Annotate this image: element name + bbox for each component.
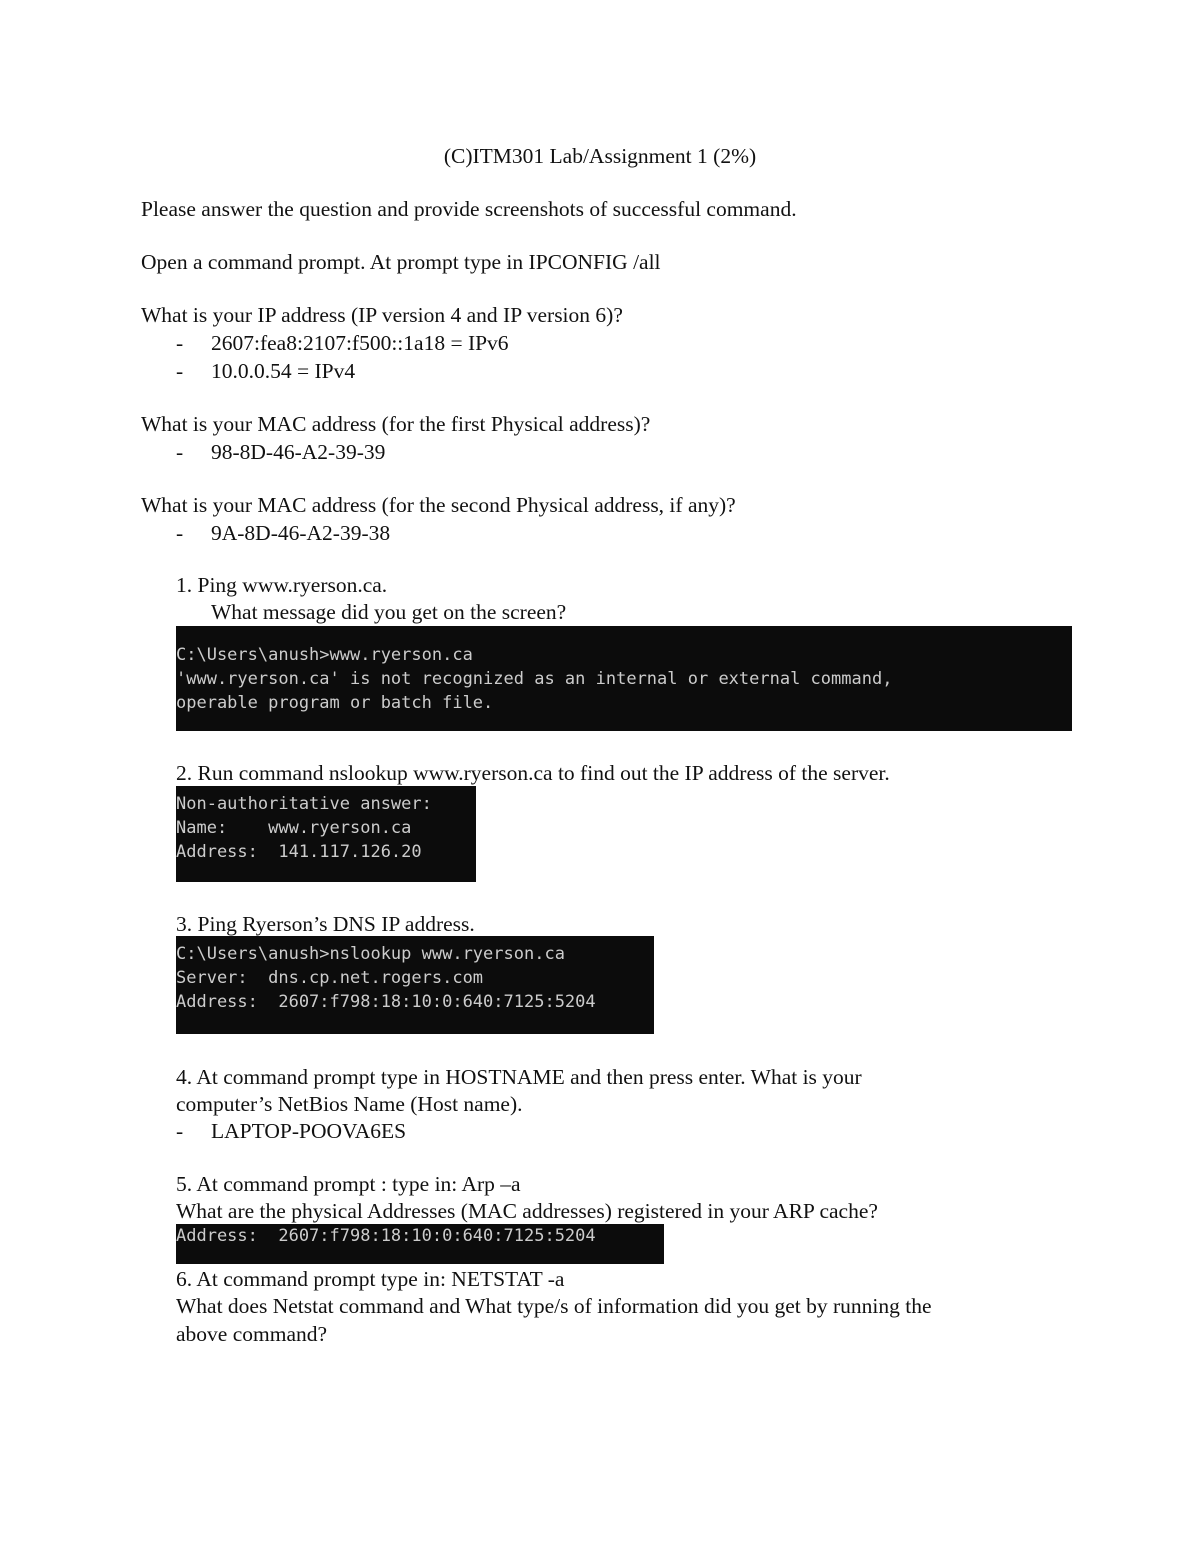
step-4-line-1: 4. At command prompt type in HOSTNAME and then press enter. What is your — [176, 1065, 862, 1089]
question-ip: What is your IP address (IP version 4 and IP version 6)? — [141, 303, 623, 327]
terminal-screenshot-arp — [176, 1224, 664, 1264]
terminal-screenshot-ping — [176, 626, 1072, 731]
terminal-line: Address: 141.117.126.20 — [176, 842, 422, 862]
terminal-line: C:\Users\anush>www.ryerson.ca — [176, 645, 473, 665]
terminal-screenshot-dns — [176, 936, 654, 1034]
answer-ipv6: 2607:fea8:2107:f500::1a18 = IPv6 — [211, 331, 509, 355]
terminal-line: operable program or batch file. — [176, 693, 494, 713]
bullet-dash: - — [176, 1119, 184, 1143]
bullet-dash: - — [176, 331, 184, 355]
step-6-line-2: above command? — [176, 1322, 328, 1346]
open-prompt-text: Open a command prompt. At prompt type in IPCONFIG /all — [141, 250, 661, 274]
answer-hostname: LAPTOP-POOVA6ES — [211, 1119, 407, 1143]
page-title: (C)ITM301 Lab/Assignment 1 (2%) — [443, 144, 757, 168]
terminal-screenshot-nslookup — [176, 786, 476, 882]
step-6-label: 6. At command prompt type in: NETSTAT -a — [176, 1267, 565, 1291]
terminal-line: Server: dns.cp.net.rogers.com — [176, 968, 484, 988]
answer-ipv4: 10.0.0.54 = IPv4 — [211, 359, 356, 383]
step-3-label: 3. Ping Ryerson’s DNS IP address. — [176, 912, 475, 936]
step-1-label: 1. Ping www.ryerson.ca. — [176, 573, 388, 597]
bullet-dash: - — [176, 521, 184, 545]
step-5-question: What are the physical Addresses (MAC addresses) registered in your ARP cache? — [176, 1199, 878, 1223]
bullet-dash: - — [176, 359, 184, 383]
step-5-label: 5. At command prompt : type in: Arp –a — [176, 1172, 521, 1196]
terminal-line: 'www.ryerson.ca' is not recognized as an internal or external command, — [176, 669, 893, 689]
intro-text: Please answer the question and provide screenshots of successful command. — [141, 197, 797, 221]
step-6-line-1: What does Netstat command and What type/s of information did you get by running the — [176, 1294, 932, 1318]
terminal-line: C:\Users\anush>nslookup www.ryerson.ca — [176, 944, 565, 964]
terminal-line: Non-authoritative answer: — [176, 794, 432, 814]
step-2-label: 2. Run command nslookup www.ryerson.ca to find out the IP address of the server. — [176, 761, 890, 785]
bullet-dash: - — [176, 440, 184, 464]
answer-mac-second: 9A-8D-46-A2-39-38 — [211, 521, 391, 545]
question-mac-first: What is your MAC address (for the first Physical address)? — [141, 412, 651, 436]
terminal-line: Name: www.ryerson.ca — [176, 818, 412, 838]
step-4-line-2: computer’s NetBios Name (Host name). — [176, 1092, 523, 1116]
answer-mac-first: 98-8D-46-A2-39-39 — [211, 440, 386, 464]
step-1-question: What message did you get on the screen? — [211, 600, 567, 624]
question-mac-second: What is your MAC address (for the second Physical address, if any)? — [141, 493, 736, 517]
terminal-line: Address: 2607:f798:18:10:0:640:7125:5204 — [176, 1226, 596, 1246]
terminal-line: Address: 2607:f798:18:10:0:640:7125:5204 — [176, 992, 596, 1012]
